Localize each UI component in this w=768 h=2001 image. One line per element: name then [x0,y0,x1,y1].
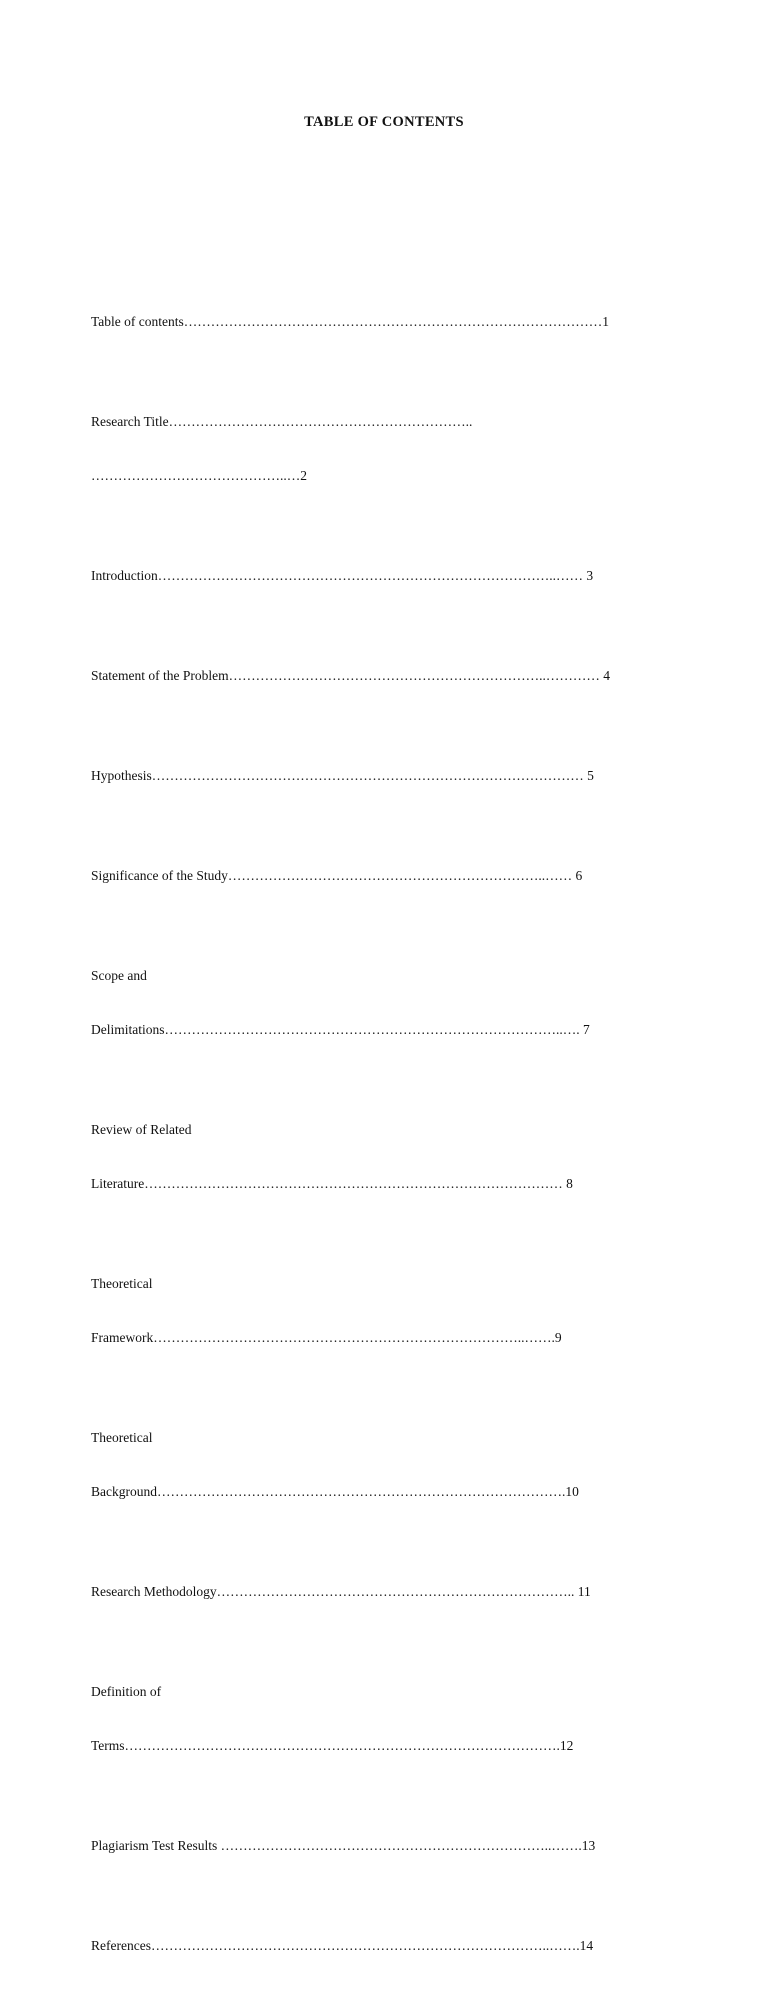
toc-entry-line: Background……………………………………………………………………………….10 [91,1484,579,1499]
toc-entry-line: Delimitations……………………………………………………………………………..…. 7 [91,1022,590,1037]
toc-entry-plagiarism-test-results [91,1801,691,1891]
toc-entry-research-title [91,377,691,521]
toc-entry-theoretical-background [91,1393,691,1537]
toc-entry-line: Plagiarism Test Results ………………………………………………………………..…….13 [91,1838,596,1853]
toc-entry-line: Hypothesis…………………………………………………………………………………… 5 [91,768,594,783]
toc-entry-line: Introduction……………………………………………………………………………..…… 3 [91,568,594,583]
toc-entry-line: ……………………………………..…2 [91,468,307,483]
toc-entry-statement-of-the-problem [91,631,691,721]
toc-entry-references [91,1901,691,1991]
toc-entry-table-of-contents [91,277,691,367]
toc-entry-line: Research Title………………………………………………………….. [91,414,473,429]
toc-entry-line: Research Methodology…………………………………………………………………….. 11 [91,1584,591,1599]
toc-entry-line: Statement of the Problem……………………………………………………………..………… 4 [91,668,610,683]
toc-entry-introduction [91,531,691,621]
toc-entry-review-of-related-literature [91,1085,691,1229]
toc-entry-line: Definition of [91,1684,162,1699]
table-of-contents-list [91,277,691,2001]
toc-entry-research-methodology [91,1547,691,1637]
toc-entry-line: Significance of the Study……………………………………………………………..…… 6 [91,868,583,883]
toc-entry-line: Theoretical [91,1430,153,1445]
toc-entry-line: Theoretical [91,1276,153,1291]
toc-entry-line: Scope and [91,968,147,983]
toc-entry-line: Literature………………………………………………………………………………… 8 [91,1176,573,1191]
toc-entry-line: Table of contents…………………………………………………………………………………1 [91,314,610,329]
toc-entry-line: Terms…………………………………………………………………………………….12 [91,1738,574,1753]
page-title: TABLE OF CONTENTS [304,114,464,130]
toc-entry-theoretical-framework [91,1239,691,1383]
toc-entry-significance-of-the-study [91,831,691,921]
toc-entry-line: References……………………………………………………………………………..…….14 [91,1938,594,1953]
toc-entry-line: Framework………………………………………………………………………..…….9 [91,1330,562,1345]
toc-entry-scope-and-delimitations [91,931,691,1075]
toc-entry-line: Review of Related [91,1122,192,1137]
toc-entry-hypothesis [91,731,691,821]
toc-entry-definition-of-terms [91,1647,691,1791]
